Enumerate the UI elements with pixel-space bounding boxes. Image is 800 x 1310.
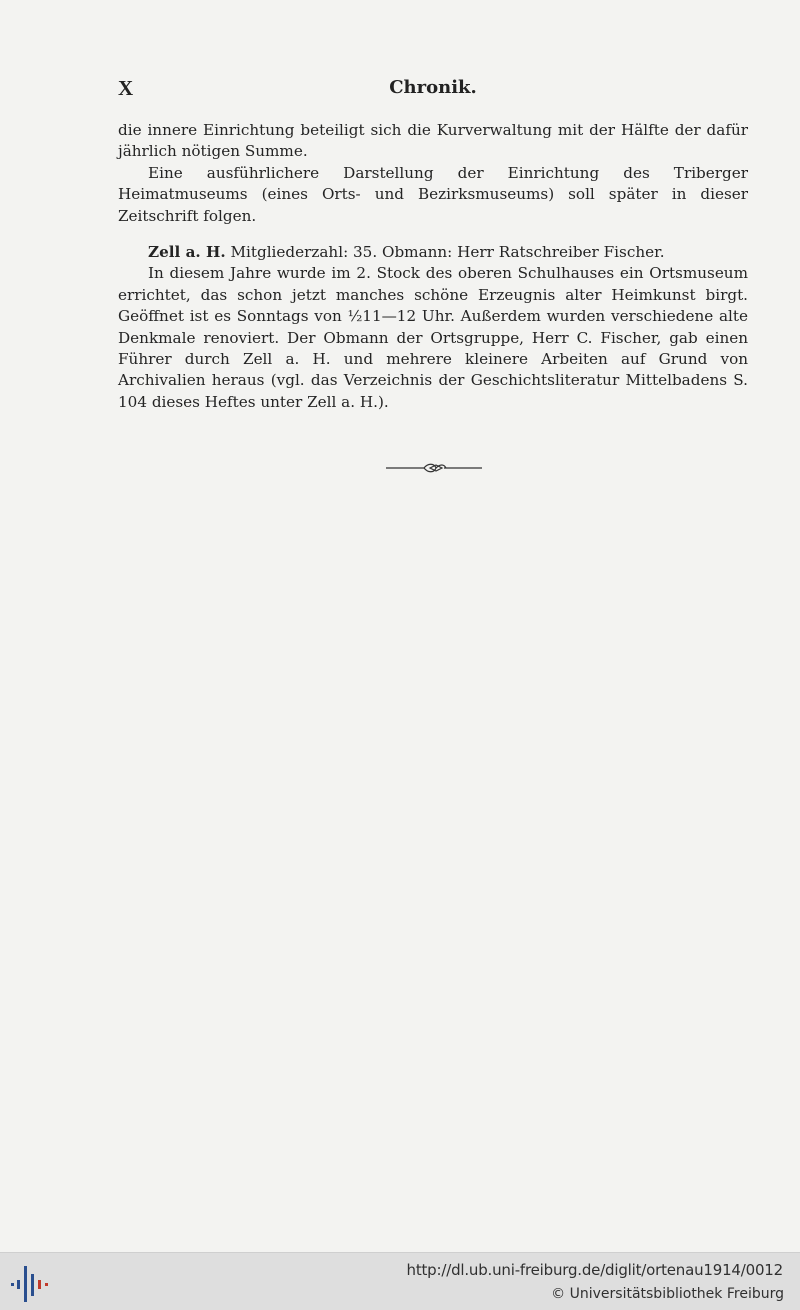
running-title: Chronik. — [389, 77, 477, 98]
entry-heading — [118, 242, 748, 263]
entry-meta: Mitgliederzahl: 35. Obmann: Herr Ratschreiber Fischer. — [230, 243, 665, 262]
ub-freiburg-logo-icon — [10, 1262, 52, 1302]
page-number: X — [118, 76, 135, 100]
page-header — [118, 74, 748, 104]
paragraph-2: Eine ausführlichere Darstellung der Einrichtung des Triberger Heimatmuseums (eines Orts- und Bezirksmuseums) soll später in dieser Zeitschrift folgen. — [118, 163, 748, 225]
body-text — [118, 120, 748, 413]
copyright-notice: © Universitätsbibliothek Freiburg — [551, 1286, 784, 1302]
paragraph-1: die innere Einrichtung beteiligt sich die Kurverwaltung mit der Hälfte der dafür jährlich nötigen Summe. — [118, 121, 748, 161]
entry-place: Zell a. H. — [148, 243, 226, 262]
source-url-link[interactable]: http://dl.ub.uni-freiburg.de/diglit/ortenau1914/0012 — [406, 1261, 783, 1279]
paragraph-3: In diesem Jahre wurde im 2. Stock des oberen Schulhauses ein Ortsmuseum errichtet, das schon jetzt manches schöne Erzeugnis alter Heimkunst birgt. Geöffnet ist es Sonntags von ½11—12 Uhr. Außerdem wurden verschiedene alte Denkmale renoviert. Der Obmann der Ortsgruppe, Herr C. Fischer, gab einen Führer durch Zell a. H. und mehrere kleinere Arbeiten auf Grund von Archivalien heraus (vgl. das Verzeichnis der Geschichtsliteratur Mittelbadens S. 104 dieses Heftes unter Zell a. H.). — [118, 264, 748, 411]
section-divider-ornament — [386, 459, 482, 477]
paragraph-spacer — [118, 227, 748, 242]
viewer-footer — [0, 1252, 800, 1310]
